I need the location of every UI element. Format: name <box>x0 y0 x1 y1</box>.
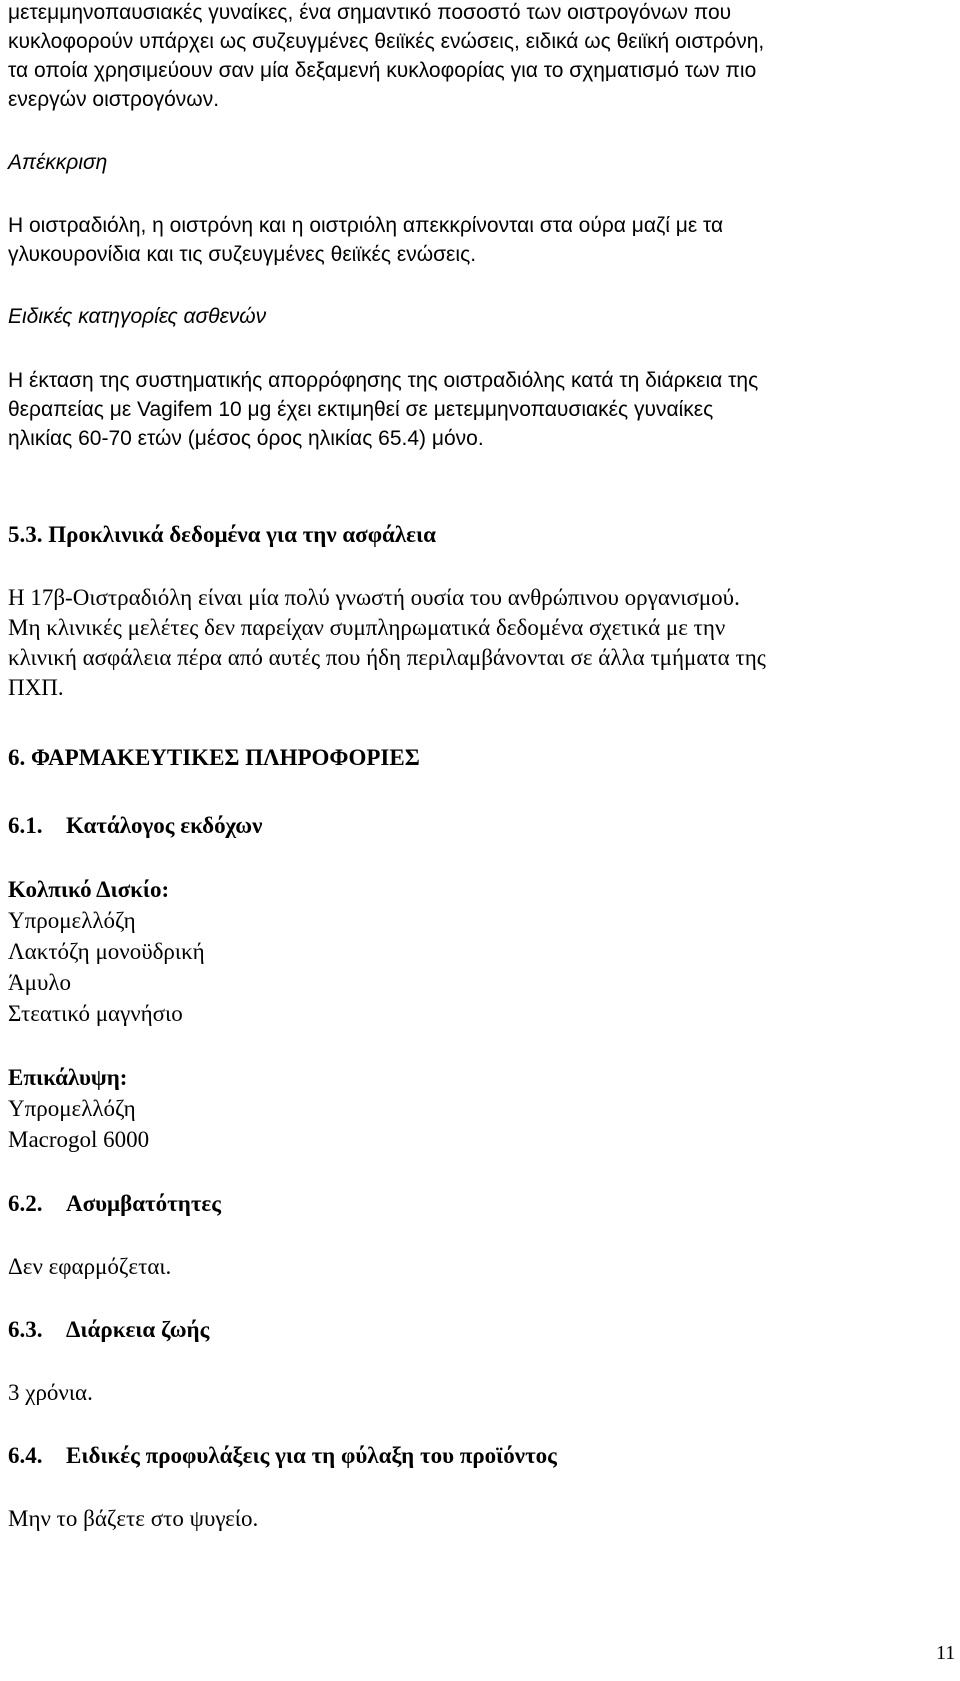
coating-item-2: Macrogol 6000 <box>8 1127 150 1152</box>
core-item-2: Λακτόζη μονοϋδρική <box>8 939 205 964</box>
section-5-3-line-1: Η 17β-Οιστραδιόλη είναι μία πολύ γνωστή ουσία του ανθρώπινου οργανισμού. <box>8 585 740 610</box>
excretion-line-1: Η οιστραδιόλη, η οιστρόνη και η οιστριόλη απεκκρίνονται στα ούρα μαζί με τα <box>8 214 724 237</box>
excretion-line-2: γλυκουρονίδια και τις συζευγμένες θειϊκές ενώσεις. <box>8 243 477 266</box>
section-5-3-line-3: κλινική ασφάλεια πέρα από αυτές που ήδη περιλαμβάνονται σε άλλα τμήματα της <box>8 645 766 670</box>
section-6-2-number: 6.2. <box>8 1191 43 1216</box>
core-label <box>8 875 169 905</box>
coating-item-1: Υπρομελλόζη <box>8 1096 136 1121</box>
section-6-1-title: Κατάλογος εκδόχων <box>66 813 263 838</box>
intro-line-3: τα οποία χρησιμεύουν σαν μία δεξαμενή κυκλοφορίας για το σχηματισμό των πιο <box>8 59 757 82</box>
section-6-4-title: Ειδικές προφυλάξεις για τη φύλαξη του προϊόντος <box>66 1443 557 1468</box>
intro-line-2: κυκλοφορούν υπάρχει ως συζευγμένες θειϊκές ενώσεις, ειδικά ως θειϊκή οιστρόνη, <box>8 30 765 53</box>
section-6-2-text: Δεν εφαρμόζεται. <box>8 1254 172 1279</box>
section-6-3-heading <box>8 1315 209 1345</box>
section-5-3-heading: 5.3. Προκλινικά δεδομένα για την ασφάλεια <box>8 522 436 547</box>
section-6-3-title: Διάρκεια ζωής <box>66 1317 210 1342</box>
special-populations-line-3: ηλικίας 60-70 ετών (μέσος όρος ηλικίας 65.4) μόνο. <box>8 427 484 450</box>
section-5-3-line-4: ΠΧΠ. <box>8 675 64 700</box>
core-item-4: Στεατικό μαγνήσιο <box>8 1001 183 1026</box>
section-6-1-heading <box>8 811 262 841</box>
section-6-4-number: 6.4. <box>8 1443 43 1468</box>
special-populations-line-1: Η έκταση της συστηματικής απορρόφησης της οιστραδιόλης κατά τη διάρκεια της <box>8 369 759 392</box>
intro-line-4: ενεργών οιστρογόνων. <box>8 88 220 111</box>
section-6-3-text: 3 χρόνια. <box>8 1380 93 1405</box>
special-populations-line-2: θεραπείας με Vagifem 10 μg έχει εκτιμηθεί σε μετεμμηνοπαυσιακές γυναίκες <box>8 398 714 421</box>
intro-line-1: μετεμμηνοπαυσιακές γυναίκες, ένα σημαντικό ποσοστό των οιστρογόνων που <box>8 1 732 24</box>
coating-label: Επικάλυψη: <box>8 1065 128 1090</box>
section-6-heading: 6. ΦΑΡΜΑΚΕΥΤΙΚΕΣ ΠΛΗΡΟΦΟΡΙΕΣ <box>8 745 420 770</box>
page-number: 11 <box>936 1642 956 1664</box>
section-6-2-heading <box>8 1189 221 1219</box>
section-6-3-number: 6.3. <box>8 1317 43 1342</box>
core-item-3: Άμυλο <box>8 970 71 995</box>
section-5-3-line-2: Μη κλινικές μελέτες δεν παρείχαν συμπληρωματικά δεδομένα σχετικά με την <box>8 615 726 640</box>
section-6-4-text: Μην το βάζετε στο ψυγείο. <box>8 1506 259 1531</box>
excretion-heading: Απέκκριση <box>8 151 108 174</box>
special-populations-heading: Ειδικές κατηγορίες ασθενών <box>8 305 267 328</box>
core-item-1: Υπρομελλόζη <box>8 908 136 933</box>
core-label-text: Κολπικό Δισκίο: <box>8 877 170 902</box>
section-6-2-title: Ασυμβατότητες <box>66 1191 221 1216</box>
section-6-4-heading <box>8 1441 557 1471</box>
section-6-1-number: 6.1. <box>8 813 43 838</box>
